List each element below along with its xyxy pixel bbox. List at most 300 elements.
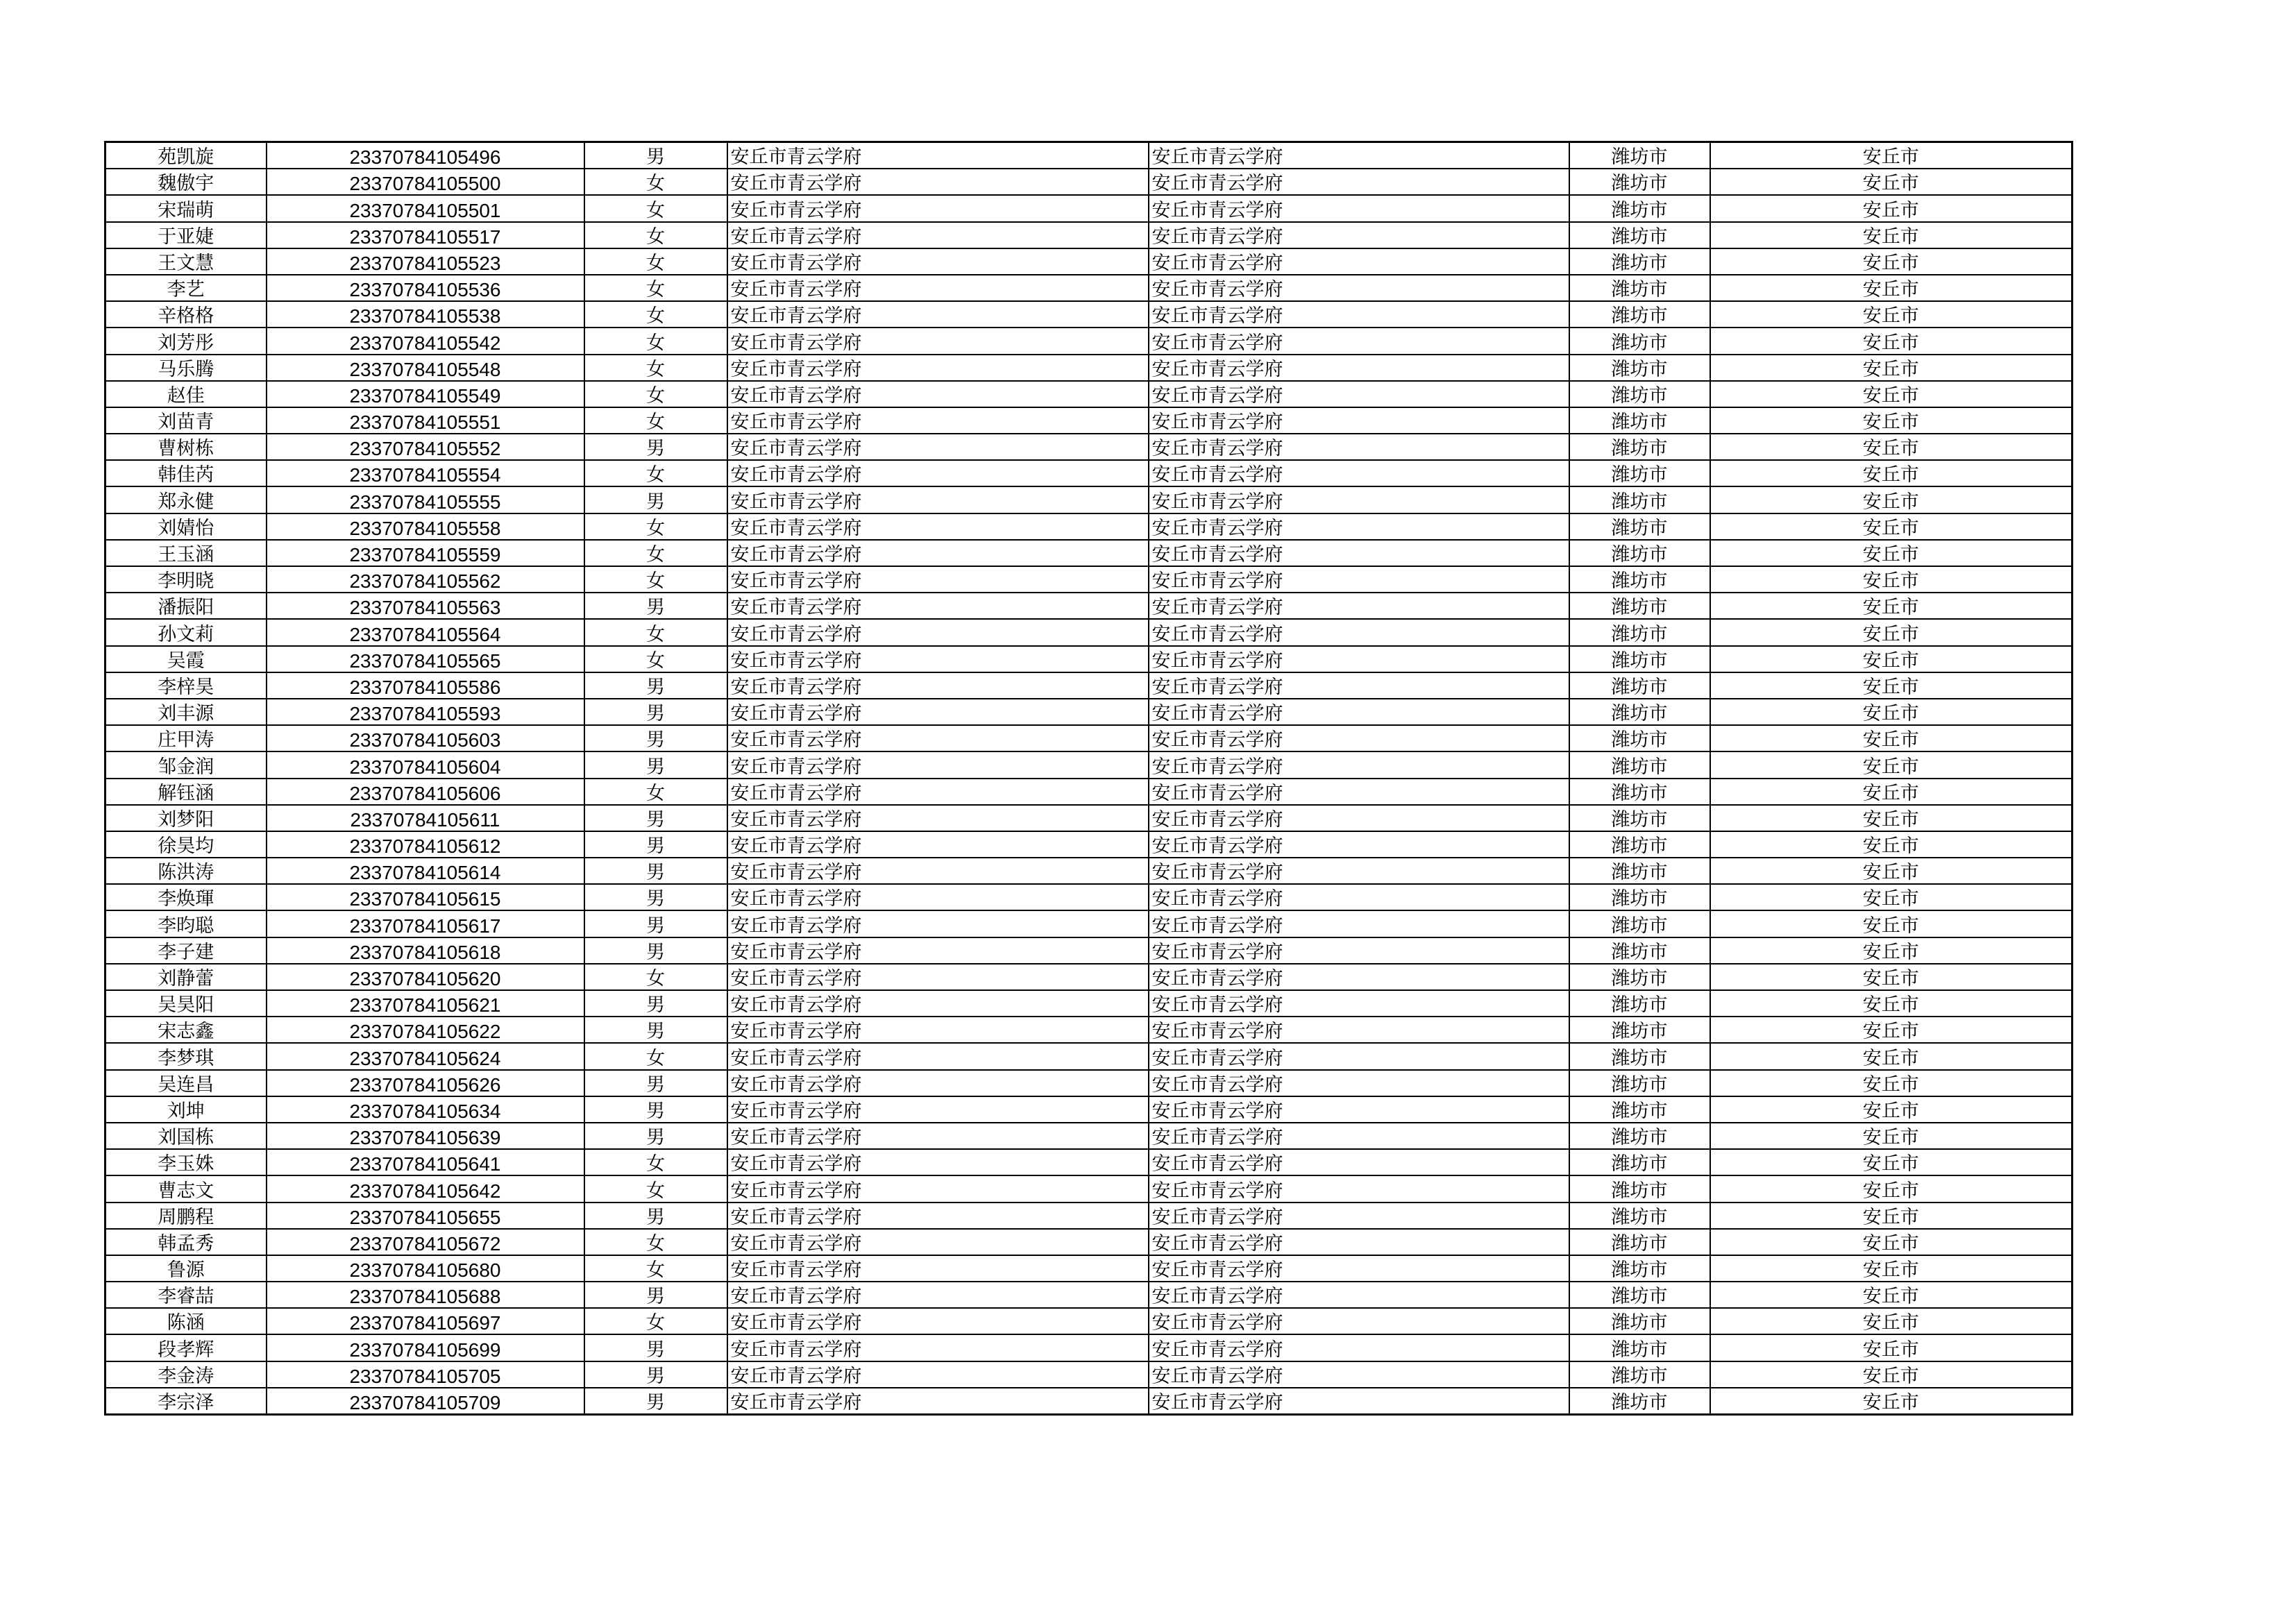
cell-school-alt: 安丘市青云学府: [1149, 169, 1569, 195]
cell-school: 安丘市青云学府: [727, 1175, 1149, 1202]
cell-exam-id: 23370784105634: [267, 1096, 584, 1123]
cell-exam-id: 23370784105617: [267, 910, 584, 937]
table-row: [105, 805, 2073, 831]
cell-county: 安丘市: [1710, 1017, 2073, 1043]
cell-school: 安丘市青云学府: [727, 301, 1149, 328]
table-row: [105, 910, 2073, 937]
cell-gender: 男: [584, 990, 727, 1017]
cell-school: 安丘市青云学府: [727, 910, 1149, 937]
cell-name: 吴连昌: [105, 1070, 267, 1096]
cell-city: 潍坊市: [1569, 248, 1710, 275]
cell-school-alt: 安丘市青云学府: [1149, 1070, 1569, 1096]
cell-county: 安丘市: [1710, 486, 2073, 513]
cell-school-alt: 安丘市青云学府: [1149, 1229, 1569, 1255]
cell-exam-id: 23370784105641: [267, 1149, 584, 1175]
table-row: [105, 858, 2073, 884]
cell-school: 安丘市青云学府: [727, 566, 1149, 593]
table-row: [105, 937, 2073, 964]
cell-county: 安丘市: [1710, 593, 2073, 619]
cell-county: 安丘市: [1710, 1282, 2073, 1308]
cell-county: 安丘市: [1710, 725, 2073, 751]
cell-exam-id: 23370784105603: [267, 725, 584, 751]
cell-gender: 女: [584, 248, 727, 275]
cell-school: 安丘市青云学府: [727, 751, 1149, 778]
cell-gender: 男: [584, 142, 727, 169]
cell-name: 韩孟秀: [105, 1229, 267, 1255]
cell-school-alt: 安丘市青云学府: [1149, 328, 1569, 354]
cell-city: 潍坊市: [1569, 328, 1710, 354]
cell-gender: 女: [584, 460, 727, 486]
cell-name: 刘静蕾: [105, 964, 267, 990]
cell-school: 安丘市青云学府: [727, 1229, 1149, 1255]
cell-school: 安丘市青云学府: [727, 725, 1149, 751]
cell-school-alt: 安丘市青云学府: [1149, 751, 1569, 778]
cell-gender: 男: [584, 910, 727, 937]
cell-city: 潍坊市: [1569, 1123, 1710, 1149]
cell-city: 潍坊市: [1569, 1070, 1710, 1096]
cell-city: 潍坊市: [1569, 222, 1710, 248]
cell-exam-id: 23370784105626: [267, 1070, 584, 1096]
table-row: [105, 646, 2073, 672]
cell-county: 安丘市: [1710, 779, 2073, 805]
cell-city: 潍坊市: [1569, 407, 1710, 434]
cell-name: 解钰涵: [105, 779, 267, 805]
cell-county: 安丘市: [1710, 937, 2073, 964]
cell-gender: 女: [584, 1043, 727, 1069]
cell-exam-id: 23370784105555: [267, 486, 584, 513]
cell-county: 安丘市: [1710, 222, 2073, 248]
table-row: [105, 355, 2073, 381]
cell-exam-id: 23370784105655: [267, 1203, 584, 1229]
cell-county: 安丘市: [1710, 858, 2073, 884]
cell-school: 安丘市青云学府: [727, 937, 1149, 964]
cell-county: 安丘市: [1710, 751, 2073, 778]
cell-city: 潍坊市: [1569, 619, 1710, 645]
cell-county: 安丘市: [1710, 1229, 2073, 1255]
cell-name: 辛格格: [105, 301, 267, 328]
cell-school: 安丘市青云学府: [727, 275, 1149, 301]
cell-exam-id: 23370784105538: [267, 301, 584, 328]
cell-name: 邹金润: [105, 751, 267, 778]
cell-name: 郑永健: [105, 486, 267, 513]
cell-name: 王玉涵: [105, 540, 267, 566]
table-row: [105, 725, 2073, 751]
cell-county: 安丘市: [1710, 248, 2073, 275]
cell-school-alt: 安丘市青云学府: [1149, 248, 1569, 275]
cell-city: 潍坊市: [1569, 434, 1710, 460]
cell-school-alt: 安丘市青云学府: [1149, 355, 1569, 381]
cell-county: 安丘市: [1710, 407, 2073, 434]
cell-county: 安丘市: [1710, 566, 2073, 593]
table-row: [105, 1070, 2073, 1096]
cell-city: 潍坊市: [1569, 486, 1710, 513]
cell-county: 安丘市: [1710, 434, 2073, 460]
cell-county: 安丘市: [1710, 1123, 2073, 1149]
cell-city: 潍坊市: [1569, 1043, 1710, 1069]
cell-school: 安丘市青云学府: [727, 1043, 1149, 1069]
cell-city: 潍坊市: [1569, 884, 1710, 910]
cell-name: 马乐腾: [105, 355, 267, 381]
cell-city: 潍坊市: [1569, 725, 1710, 751]
table-row: [105, 248, 2073, 275]
cell-county: 安丘市: [1710, 1043, 2073, 1069]
cell-city: 潍坊市: [1569, 1017, 1710, 1043]
cell-school: 安丘市青云学府: [727, 1334, 1149, 1361]
cell-school: 安丘市青云学府: [727, 619, 1149, 645]
cell-school-alt: 安丘市青云学府: [1149, 301, 1569, 328]
table-row: [105, 593, 2073, 619]
cell-city: 潍坊市: [1569, 964, 1710, 990]
cell-gender: 女: [584, 301, 727, 328]
cell-city: 潍坊市: [1569, 540, 1710, 566]
cell-gender: 女: [584, 1149, 727, 1175]
table-row: [105, 699, 2073, 725]
cell-city: 潍坊市: [1569, 195, 1710, 221]
cell-exam-id: 23370784105604: [267, 751, 584, 778]
cell-name: 李梓昊: [105, 672, 267, 699]
cell-gender: 男: [584, 805, 727, 831]
cell-name: 刘婧怡: [105, 513, 267, 540]
cell-exam-id: 23370784105680: [267, 1255, 584, 1282]
cell-county: 安丘市: [1710, 1203, 2073, 1229]
cell-school: 安丘市青云学府: [727, 593, 1149, 619]
cell-school: 安丘市青云学府: [727, 964, 1149, 990]
cell-exam-id: 23370784105618: [267, 937, 584, 964]
cell-exam-id: 23370784105586: [267, 672, 584, 699]
cell-name: 李玉姝: [105, 1149, 267, 1175]
cell-name: 吴昊阳: [105, 990, 267, 1017]
cell-school: 安丘市青云学府: [727, 195, 1149, 221]
cell-county: 安丘市: [1710, 1388, 2073, 1415]
cell-school: 安丘市青云学府: [727, 1123, 1149, 1149]
cell-school-alt: 安丘市青云学府: [1149, 1388, 1569, 1415]
cell-school-alt: 安丘市青云学府: [1149, 195, 1569, 221]
cell-city: 潍坊市: [1569, 1255, 1710, 1282]
table-row: [105, 779, 2073, 805]
cell-county: 安丘市: [1710, 275, 2073, 301]
cell-gender: 女: [584, 566, 727, 593]
table-row: [105, 407, 2073, 434]
cell-name: 韩佳芮: [105, 460, 267, 486]
cell-gender: 女: [584, 964, 727, 990]
cell-gender: 男: [584, 1096, 727, 1123]
cell-school: 安丘市青云学府: [727, 1149, 1149, 1175]
cell-name: 魏傲宇: [105, 169, 267, 195]
cell-name: 孙文莉: [105, 619, 267, 645]
cell-name: 徐昊均: [105, 831, 267, 858]
table-row: [105, 884, 2073, 910]
cell-school: 安丘市青云学府: [727, 248, 1149, 275]
cell-county: 安丘市: [1710, 460, 2073, 486]
cell-school-alt: 安丘市青云学府: [1149, 910, 1569, 937]
cell-name: 陈涵: [105, 1308, 267, 1334]
cell-county: 安丘市: [1710, 831, 2073, 858]
cell-school-alt: 安丘市青云学府: [1149, 779, 1569, 805]
table-row: [105, 169, 2073, 195]
cell-name: 李艺: [105, 275, 267, 301]
cell-school: 安丘市青云学府: [727, 355, 1149, 381]
cell-school: 安丘市青云学府: [727, 434, 1149, 460]
cell-name: 李睿喆: [105, 1282, 267, 1308]
cell-county: 安丘市: [1710, 910, 2073, 937]
student-table: [104, 141, 2073, 1416]
cell-city: 潍坊市: [1569, 301, 1710, 328]
cell-school: 安丘市青云学府: [727, 381, 1149, 407]
cell-city: 潍坊市: [1569, 699, 1710, 725]
cell-gender: 男: [584, 699, 727, 725]
cell-school-alt: 安丘市青云学府: [1149, 434, 1569, 460]
cell-school-alt: 安丘市青云学府: [1149, 884, 1569, 910]
cell-school-alt: 安丘市青云学府: [1149, 1149, 1569, 1175]
cell-city: 潍坊市: [1569, 513, 1710, 540]
cell-exam-id: 23370784105496: [267, 142, 584, 169]
table-row: [105, 1361, 2073, 1388]
cell-gender: 女: [584, 195, 727, 221]
cell-exam-id: 23370784105614: [267, 858, 584, 884]
cell-school: 安丘市青云学府: [727, 1255, 1149, 1282]
cell-school-alt: 安丘市青云学府: [1149, 1308, 1569, 1334]
cell-city: 潍坊市: [1569, 1203, 1710, 1229]
cell-gender: 女: [584, 646, 727, 672]
cell-name: 刘坤: [105, 1096, 267, 1123]
cell-city: 潍坊市: [1569, 1096, 1710, 1123]
cell-city: 潍坊市: [1569, 460, 1710, 486]
cell-gender: 女: [584, 1175, 727, 1202]
cell-school-alt: 安丘市青云学府: [1149, 937, 1569, 964]
cell-school-alt: 安丘市青云学府: [1149, 1096, 1569, 1123]
cell-gender: 男: [584, 884, 727, 910]
cell-school-alt: 安丘市青云学府: [1149, 725, 1569, 751]
cell-school: 安丘市青云学府: [727, 699, 1149, 725]
cell-name: 曹树栋: [105, 434, 267, 460]
cell-city: 潍坊市: [1569, 858, 1710, 884]
cell-school: 安丘市青云学府: [727, 1308, 1149, 1334]
cell-name: 于亚婕: [105, 222, 267, 248]
cell-county: 安丘市: [1710, 1308, 2073, 1334]
cell-city: 潍坊市: [1569, 937, 1710, 964]
cell-exam-id: 23370784105688: [267, 1282, 584, 1308]
cell-exam-id: 23370784105558: [267, 513, 584, 540]
cell-gender: 女: [584, 355, 727, 381]
cell-city: 潍坊市: [1569, 831, 1710, 858]
cell-school-alt: 安丘市青云学府: [1149, 1282, 1569, 1308]
table-row: [105, 381, 2073, 407]
cell-gender: 女: [584, 1255, 727, 1282]
table-row: [105, 831, 2073, 858]
cell-school-alt: 安丘市青云学府: [1149, 566, 1569, 593]
cell-county: 安丘市: [1710, 1070, 2073, 1096]
cell-school-alt: 安丘市青云学府: [1149, 593, 1569, 619]
cell-city: 潍坊市: [1569, 1282, 1710, 1308]
cell-city: 潍坊市: [1569, 169, 1710, 195]
cell-exam-id: 23370784105624: [267, 1043, 584, 1069]
cell-name: 陈洪涛: [105, 858, 267, 884]
cell-school: 安丘市青云学府: [727, 513, 1149, 540]
cell-school: 安丘市青云学府: [727, 884, 1149, 910]
cell-gender: 女: [584, 1229, 727, 1255]
cell-name: 潘振阳: [105, 593, 267, 619]
cell-school-alt: 安丘市青云学府: [1149, 805, 1569, 831]
cell-exam-id: 23370784105709: [267, 1388, 584, 1415]
cell-gender: 男: [584, 1070, 727, 1096]
cell-gender: 男: [584, 486, 727, 513]
cell-exam-id: 23370784105565: [267, 646, 584, 672]
cell-school-alt: 安丘市青云学府: [1149, 1334, 1569, 1361]
cell-city: 潍坊市: [1569, 142, 1710, 169]
cell-name: 李宗泽: [105, 1388, 267, 1415]
table-row: [105, 513, 2073, 540]
cell-exam-id: 23370784105517: [267, 222, 584, 248]
cell-school: 安丘市青云学府: [727, 1388, 1149, 1415]
cell-school-alt: 安丘市青云学府: [1149, 540, 1569, 566]
cell-school: 安丘市青云学府: [727, 990, 1149, 1017]
cell-school-alt: 安丘市青云学府: [1149, 831, 1569, 858]
cell-city: 潍坊市: [1569, 910, 1710, 937]
cell-city: 潍坊市: [1569, 672, 1710, 699]
cell-school: 安丘市青云学府: [727, 407, 1149, 434]
table-row: [105, 1017, 2073, 1043]
table-row: [105, 195, 2073, 221]
cell-exam-id: 23370784105559: [267, 540, 584, 566]
cell-name: 赵佳: [105, 381, 267, 407]
cell-gender: 男: [584, 593, 727, 619]
cell-county: 安丘市: [1710, 328, 2073, 354]
cell-exam-id: 23370784105639: [267, 1123, 584, 1149]
cell-city: 潍坊市: [1569, 1334, 1710, 1361]
cell-school: 安丘市青云学府: [727, 858, 1149, 884]
cell-exam-id: 23370784105542: [267, 328, 584, 354]
cell-school: 安丘市青云学府: [727, 779, 1149, 805]
cell-exam-id: 23370784105642: [267, 1175, 584, 1202]
table-row: [105, 1043, 2073, 1069]
cell-school-alt: 安丘市青云学府: [1149, 646, 1569, 672]
cell-name: 曹志文: [105, 1175, 267, 1202]
cell-gender: 女: [584, 275, 727, 301]
cell-county: 安丘市: [1710, 381, 2073, 407]
table-row: [105, 990, 2073, 1017]
cell-school-alt: 安丘市青云学府: [1149, 142, 1569, 169]
cell-name: 宋瑞萌: [105, 195, 267, 221]
table-row: [105, 460, 2073, 486]
cell-school: 安丘市青云学府: [727, 169, 1149, 195]
cell-name: 宋志鑫: [105, 1017, 267, 1043]
table-row: [105, 964, 2073, 990]
cell-exam-id: 23370784105705: [267, 1361, 584, 1388]
cell-city: 潍坊市: [1569, 1175, 1710, 1202]
cell-gender: 女: [584, 222, 727, 248]
cell-city: 潍坊市: [1569, 805, 1710, 831]
cell-school-alt: 安丘市青云学府: [1149, 858, 1569, 884]
cell-school: 安丘市青云学府: [727, 646, 1149, 672]
cell-name: 李明晓: [105, 566, 267, 593]
cell-gender: 男: [584, 1203, 727, 1229]
table-row: [105, 301, 2073, 328]
cell-gender: 女: [584, 407, 727, 434]
cell-school-alt: 安丘市青云学府: [1149, 1361, 1569, 1388]
cell-school-alt: 安丘市青云学府: [1149, 222, 1569, 248]
cell-gender: 男: [584, 725, 727, 751]
cell-gender: 男: [584, 937, 727, 964]
cell-county: 安丘市: [1710, 672, 2073, 699]
cell-gender: 男: [584, 1282, 727, 1308]
cell-exam-id: 23370784105563: [267, 593, 584, 619]
cell-city: 潍坊市: [1569, 779, 1710, 805]
cell-exam-id: 23370784105548: [267, 355, 584, 381]
cell-exam-id: 23370784105622: [267, 1017, 584, 1043]
cell-city: 潍坊市: [1569, 646, 1710, 672]
cell-name: 鲁源: [105, 1255, 267, 1282]
cell-name: 段孝辉: [105, 1334, 267, 1361]
cell-school: 安丘市青云学府: [727, 1203, 1149, 1229]
cell-gender: 女: [584, 540, 727, 566]
cell-gender: 女: [584, 328, 727, 354]
cell-city: 潍坊市: [1569, 381, 1710, 407]
cell-school: 安丘市青云学府: [727, 672, 1149, 699]
cell-name: 刘梦阳: [105, 805, 267, 831]
cell-exam-id: 23370784105620: [267, 964, 584, 990]
cell-name: 苑凯旋: [105, 142, 267, 169]
cell-city: 潍坊市: [1569, 566, 1710, 593]
cell-county: 安丘市: [1710, 884, 2073, 910]
cell-school: 安丘市青云学府: [727, 142, 1149, 169]
cell-school-alt: 安丘市青云学府: [1149, 699, 1569, 725]
cell-name: 李焕琿: [105, 884, 267, 910]
cell-school-alt: 安丘市青云学府: [1149, 619, 1569, 645]
cell-exam-id: 23370784105501: [267, 195, 584, 221]
cell-city: 潍坊市: [1569, 751, 1710, 778]
cell-school-alt: 安丘市青云学府: [1149, 672, 1569, 699]
cell-school-alt: 安丘市青云学府: [1149, 1017, 1569, 1043]
table-row: [105, 1255, 2073, 1282]
cell-name: 周鹏程: [105, 1203, 267, 1229]
cell-exam-id: 23370784105551: [267, 407, 584, 434]
cell-county: 安丘市: [1710, 646, 2073, 672]
cell-city: 潍坊市: [1569, 990, 1710, 1017]
cell-gender: 女: [584, 779, 727, 805]
cell-gender: 男: [584, 1123, 727, 1149]
cell-school-alt: 安丘市青云学府: [1149, 381, 1569, 407]
cell-school-alt: 安丘市青云学府: [1149, 275, 1569, 301]
cell-county: 安丘市: [1710, 1149, 2073, 1175]
table-row: [105, 619, 2073, 645]
cell-school-alt: 安丘市青云学府: [1149, 486, 1569, 513]
cell-county: 安丘市: [1710, 142, 2073, 169]
cell-exam-id: 23370784105500: [267, 169, 584, 195]
table-row: [105, 434, 2073, 460]
cell-school-alt: 安丘市青云学府: [1149, 1255, 1569, 1282]
cell-gender: 男: [584, 1017, 727, 1043]
cell-county: 安丘市: [1710, 513, 2073, 540]
cell-exam-id: 23370784105615: [267, 884, 584, 910]
cell-name: 刘芳彤: [105, 328, 267, 354]
cell-city: 潍坊市: [1569, 275, 1710, 301]
cell-exam-id: 23370784105606: [267, 779, 584, 805]
table-body: [105, 142, 2073, 1415]
cell-county: 安丘市: [1710, 1334, 2073, 1361]
cell-city: 潍坊市: [1569, 355, 1710, 381]
cell-name: 吴霞: [105, 646, 267, 672]
cell-exam-id: 23370784105699: [267, 1334, 584, 1361]
cell-school-alt: 安丘市青云学府: [1149, 513, 1569, 540]
cell-exam-id: 23370784105697: [267, 1308, 584, 1334]
cell-school-alt: 安丘市青云学府: [1149, 407, 1569, 434]
cell-school-alt: 安丘市青云学府: [1149, 1175, 1569, 1202]
cell-school: 安丘市青云学府: [727, 222, 1149, 248]
cell-name: 刘苗青: [105, 407, 267, 434]
cell-city: 潍坊市: [1569, 1388, 1710, 1415]
cell-gender: 女: [584, 169, 727, 195]
cell-gender: 女: [584, 1308, 727, 1334]
